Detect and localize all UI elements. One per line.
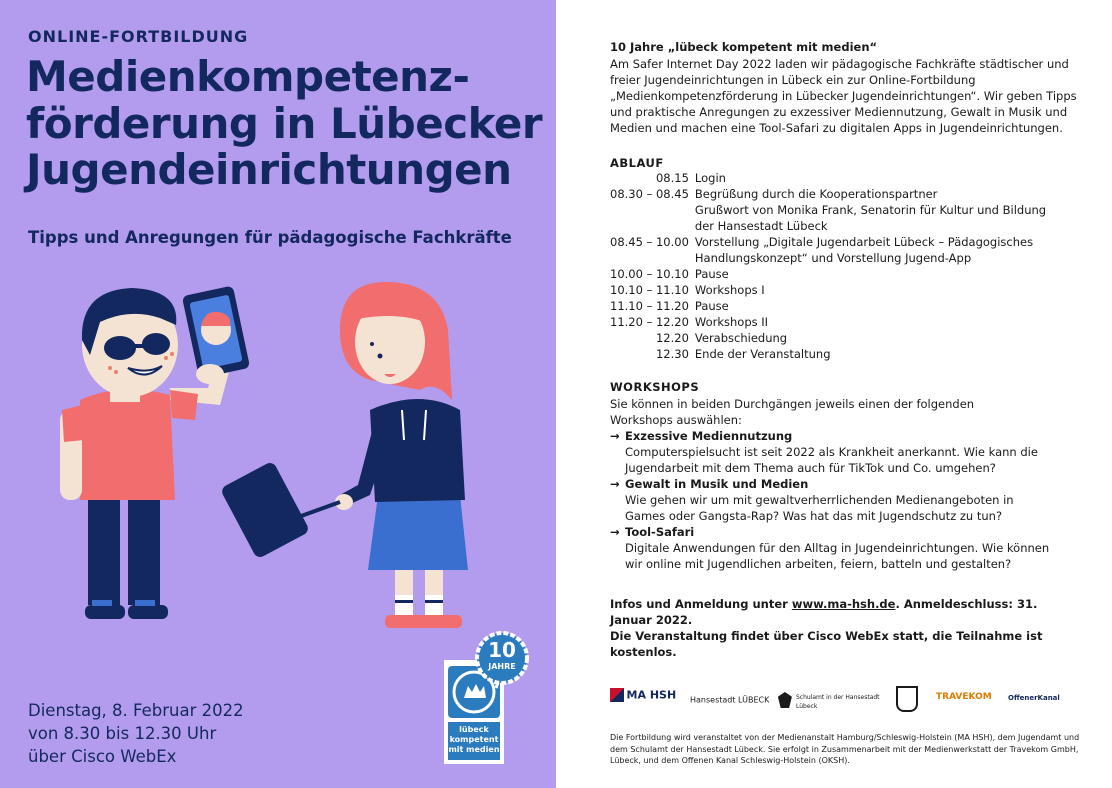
agenda-time: 12.30 [655, 347, 689, 361]
boy-figure [60, 286, 250, 619]
info-line-1 [610, 596, 1080, 628]
badge-text-line-2: kompetent [449, 735, 499, 744]
agenda-desc [695, 266, 1046, 282]
date-line-2: von 8.30 bis 12.30 Uhr [28, 724, 217, 743]
agenda-desc-line: Pause [694, 267, 729, 281]
agenda-row [610, 266, 1046, 282]
agenda-time: 11.10 – 11.20 [610, 299, 689, 313]
agenda-desc-line: Vorstellung „Digitale Jugendarbeit Lübeck – Pädagogisches [694, 235, 1034, 249]
agenda-desc-line: Workshops II [694, 315, 769, 329]
badge-text [448, 725, 500, 755]
workshop-title-row [610, 476, 1050, 492]
agenda-desc-line: Workshops I [694, 283, 765, 297]
agenda-desc [695, 170, 1046, 186]
info-suffix: . Anmeldeschluss: 31. Januar 2022. [610, 597, 1038, 627]
agenda-time: 10.00 – 10.10 [610, 267, 689, 281]
logo-okanal [1008, 678, 1078, 722]
intro-text: Am Safer Internet Day 2022 laden wir pädagogische Fachkräfte städtischer und freier Jugendeinrichtungen in Lübeck ein zur Online-Fortbildung „Medienkompetenzförderung in Lübecker Jugendeinrichtungen“. Wir geben Tipps und praktische Anregungen zu exzessiver Mediennutzung, Gewalt in Musik und Medien und machen eine Tool-Safari zu digitalen Apps in Jugendeinrichtungen. [610, 57, 1077, 135]
agenda-time: 12.20 [655, 331, 689, 345]
info-link[interactable]: www.ma-hsh.de [791, 597, 896, 611]
agenda-time: 08.15 [655, 171, 689, 185]
workshops-heading: WORKSHOPS [610, 380, 700, 394]
agenda-desc [695, 234, 1046, 266]
subhead: Tipps und Anregungen für pädagogische Fachkräfte [28, 228, 512, 247]
girl-figure [220, 282, 468, 628]
agenda-row [610, 298, 1046, 314]
headline-line-1: Medienkompetenz- [26, 52, 470, 101]
date-block [28, 699, 244, 768]
logo-hansestadt [690, 692, 792, 708]
agenda-row [610, 170, 1046, 186]
crest-icon [896, 686, 918, 714]
agenda-row [610, 234, 1046, 266]
badge-number: 10 [488, 638, 516, 662]
agenda-time: 11.20 – 12.20 [610, 315, 689, 329]
agenda-desc [695, 314, 1046, 330]
info-line-2: Die Veranstaltung findet über Cisco WebEx statt, die Teilnahme ist kostenlos. [610, 629, 1043, 659]
logo-travekom [936, 692, 992, 702]
intro-title: 10 Jahre „lübeck kompetent mit medien“ [610, 40, 878, 54]
agenda-row [610, 330, 1046, 346]
agenda-desc [695, 330, 1046, 346]
headline-line-3: Jugendeinrichtungen [26, 145, 512, 195]
right-panel [556, 0, 1112, 788]
workshop-desc: Wie gehen wir um mit gewaltverherrlichenden Medienangeboten in Games oder Gangsta-Rap? Was hat das mit Jugendschutz zu tun? [625, 493, 1014, 523]
agenda-row [610, 282, 1046, 298]
agenda-desc [695, 346, 1046, 362]
arrow-icon: → [610, 477, 620, 491]
workshop-title: Exzessive Mediennutzung [625, 429, 793, 443]
workshop-desc: Computerspielsucht ist seit 2022 als Krankheit anerkannt. Wie kann die Jugendarbeit mit dem Thema auch für TikTok und Co. umgehen? [625, 445, 1038, 475]
workshop-title-row [610, 428, 1050, 444]
logo-schulamt [796, 692, 896, 710]
okanal-text: OffenerKanal [1008, 694, 1060, 702]
workshop-item [610, 524, 1050, 572]
agenda-time: 10.10 – 11.10 [610, 283, 689, 297]
workshop-title-row [610, 524, 1050, 540]
eagle-icon [778, 692, 792, 708]
agenda-time: 08.30 – 08.45 [610, 187, 689, 201]
kicker: ONLINE-FORTBILDUNG [28, 27, 249, 46]
agenda-desc-line: Verabschiedung [694, 331, 788, 345]
agenda-row [610, 314, 1046, 330]
agenda-desc-line: Grußwort von Monika Frank, Senatorin für Kultur und Bildung [694, 203, 1047, 217]
agenda-desc-line: der Hansestadt Lübeck [694, 219, 828, 233]
footer-text: Die Fortbildung wird veranstaltet von der Medienanstalt Hamburg/Schleswig-Holstein (MA HSH), dem Jugendamt und dem Schulamt der Hansestadt Lübeck. Sie erfolgt in Zusammenarbeit mit der Medienwerkstatt der Travekom GmbH, Lübeck, und dem Offenen Kanal Schleswig-Holstein (OKSH). [610, 733, 1080, 765]
hansestadt-text: Hansestadt LÜBECK [690, 695, 770, 705]
date-line-1: Dienstag, 8. Februar 2022 [28, 701, 244, 720]
logo-mahsh [610, 688, 676, 702]
workshops-intro: Sie können in beiden Durchgängen jeweils einen der folgenden Workshops auswählen: [610, 397, 975, 427]
agenda-desc-line: Ende der Veranstaltung [694, 347, 831, 361]
mahsh-text: MA HSH [626, 688, 677, 702]
agenda-desc-line: Handlungskonzept“ und Vorstellung Jugend-App [694, 251, 972, 265]
arrow-icon: → [610, 525, 620, 539]
agenda-desc [695, 186, 1046, 234]
workshop-title: Tool-Safari [625, 525, 695, 539]
workshop-desc: Digitale Anwendungen für den Alltag in Jugendeinrichtungen. Wie können wir online mit Jugendlichen arbeiten, feiern, batteln und gestalten? [625, 541, 1050, 571]
agenda-desc-line: Pause [694, 299, 729, 313]
anniversary-badge [440, 630, 532, 770]
headline-line-2: förderung in Lübecker [26, 98, 543, 148]
workshop-item [610, 476, 1050, 524]
date-line-3: über Cisco WebEx [28, 747, 177, 766]
headline [26, 54, 546, 194]
agenda-table [610, 170, 1046, 362]
agenda-desc-line: Login [694, 171, 726, 185]
agenda-desc-line: Begrüßung durch die Kooperationspartner [694, 187, 938, 201]
badge-text-line-1: lübeck [459, 725, 489, 734]
logos-row [610, 676, 1090, 722]
info-block [610, 596, 1080, 660]
agenda-time: 08.45 – 10.00 [610, 235, 689, 249]
arrow-icon: → [610, 429, 620, 443]
ablauf-heading: ABLAUF [610, 156, 664, 170]
agenda-desc [695, 298, 1046, 314]
agenda-row [610, 346, 1046, 362]
workshop-title: Gewalt in Musik und Medien [625, 477, 809, 491]
travekom-text: TRAVEKOM [936, 692, 992, 702]
illustration [40, 270, 480, 650]
agenda-row [610, 186, 1046, 234]
schulamt-text: Schulamt in der Hansestadt Lübeck [796, 694, 880, 710]
workshop-item [610, 428, 1050, 476]
badge-text-line-3: mit medien [448, 745, 500, 754]
info-prefix: Infos und Anmeldung unter [610, 597, 792, 611]
workshops-list [610, 428, 1050, 572]
agenda-desc [695, 282, 1046, 298]
badge-label: JAHRE [488, 662, 516, 671]
mahsh-icon [610, 688, 624, 702]
